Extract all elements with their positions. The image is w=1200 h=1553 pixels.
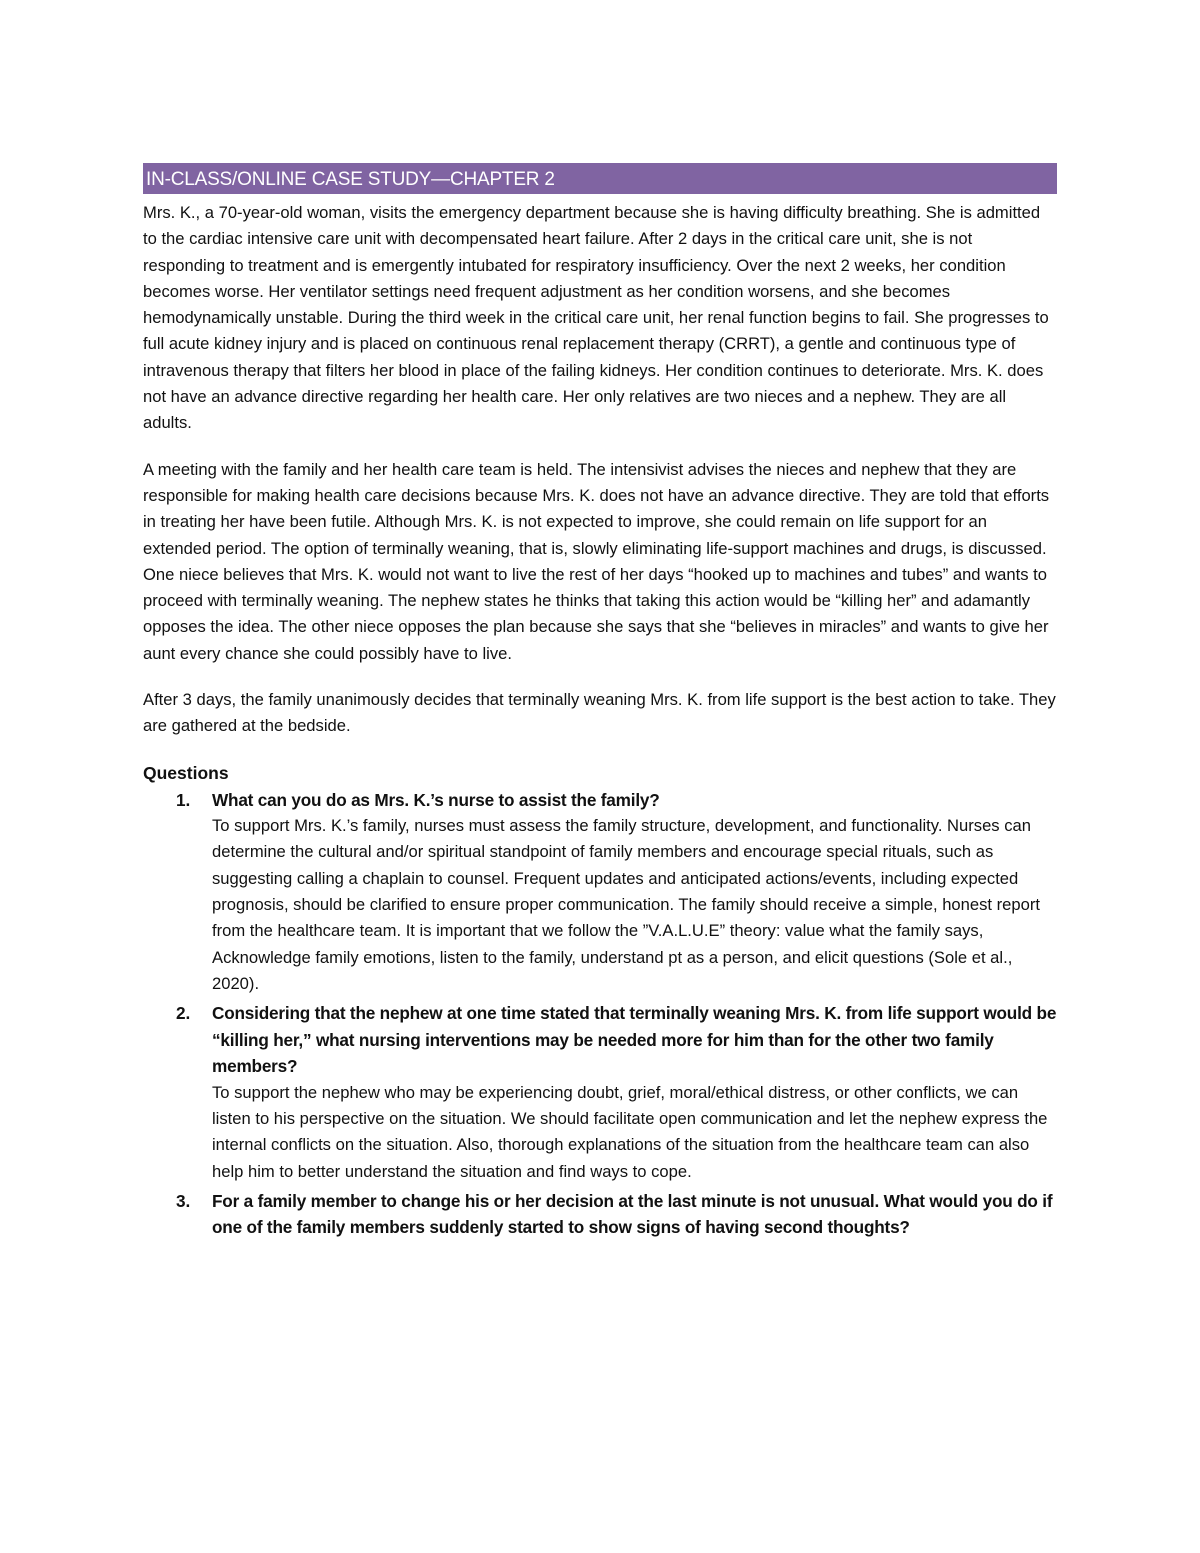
answer-text: To support the nephew who may be experiencing doubt, grief, moral/ethical distress, or other conflicts, we can listen to his perspective on the situation. We should facilitate open communication and let the nephew express the internal conflicts on the situation. Also, thorough explanations of the situation from the healthcare team can also help him to better understand the situation and find ways to cope. xyxy=(212,1082,1048,1181)
document-page xyxy=(143,163,1057,1244)
questions-list xyxy=(143,787,1057,1241)
questions-heading: Questions xyxy=(143,762,229,783)
answer-text: To support Mrs. K.’s family, nurses must assess the family structure, development, and functionality. Nurses can determine the cultural and/or spiritual standpoint of family members and encourage special rituals, such as suggesting calling a chaplain to counsel. Frequent updates and anticipated actions/events, including expected prognosis, should be clarified to ensure proper communication. The family should receive a simple, honest report from the healthcare team. It is important that we follow the ”V.A.L.U.E” theory: value what the family says, Acknowledge family emotions, listen to the family, understand pt as a person, and elicit questions (Sole et al., 2020). xyxy=(212,816,1040,993)
case-paragraph-1: Mrs. K., a 70-year-old woman, visits the emergency department because she is having difficulty breathing. She is admitted to the cardiac intensive care unit with decompensated heart failure. After 2 days in the critical care unit, she is not responding to treatment and is emergently intubated for respiratory insufficiency. Over the next 2 weeks, her condition becomes worse. Her ventilator settings need frequent adjustment as her condition worsens, and she becomes hemodynamically unstable. During the third week in the critical care unit, her renal function begins to fail. She progresses to full acute kidney injury and is placed on continuous renal replacement therapy (CRRT), a gentle and continuous type of intravenous therapy that filters her blood in place of the failing kidneys. Her condition continues to deteriorate. Mrs. K. does not have an advance directive regarding her health care. Her only relatives are two nieces and a nephew. They are all adults. xyxy=(143,203,1049,433)
question-number: 1. xyxy=(176,789,191,810)
case-study-title: IN-CLASS/ONLINE CASE STUDY—CHAPTER 2 xyxy=(143,163,1057,194)
question-item-3 xyxy=(143,1188,1057,1241)
question-number: 3. xyxy=(176,1190,191,1211)
question-item-1 xyxy=(143,787,1057,998)
question-text: Considering that the nephew at one time stated that terminally weaning Mrs. K. from life support would be “killing her,” what nursing interventions may be needed more for him than for the other two family members? xyxy=(212,1003,1057,1077)
question-item-2 xyxy=(143,1000,1057,1185)
case-paragraph-2: A meeting with the family and her health care team is held. The intensivist advises the nieces and nephew that they are responsible for making health care decisions because Mrs. K. does not have an advance directive. They are told that efforts in treating her have been futile. Although Mrs. K. is not expected to improve, she could remain on life support for an extended period. The option of terminally weaning, that is, slowly eliminating life-support machines and drugs, is discussed. One niece believes that Mrs. K. would not want to live the rest of her days “hooked up to machines and tubes” and wants to proceed with terminally weaning. The nephew states he thinks that taking this action would be “killing her” and adamantly opposes the idea. The other niece opposes the plan because she says that she “believes in miracles” and wants to give her aunt every chance she could possibly have to live. xyxy=(143,459,1050,663)
question-number: 2. xyxy=(176,1003,191,1024)
question-text: What can you do as Mrs. K.’s nurse to assist the family? xyxy=(212,789,660,810)
case-paragraph-3: After 3 days, the family unanimously decides that terminally weaning Mrs. K. from life support is the best action to take. They are gathered at the bedside. xyxy=(143,690,1056,736)
question-text: For a family member to change his or her decision at the last minute is not unusual. What would you do if one of the family members suddenly started to show signs of having second thoughts? xyxy=(212,1190,1053,1238)
